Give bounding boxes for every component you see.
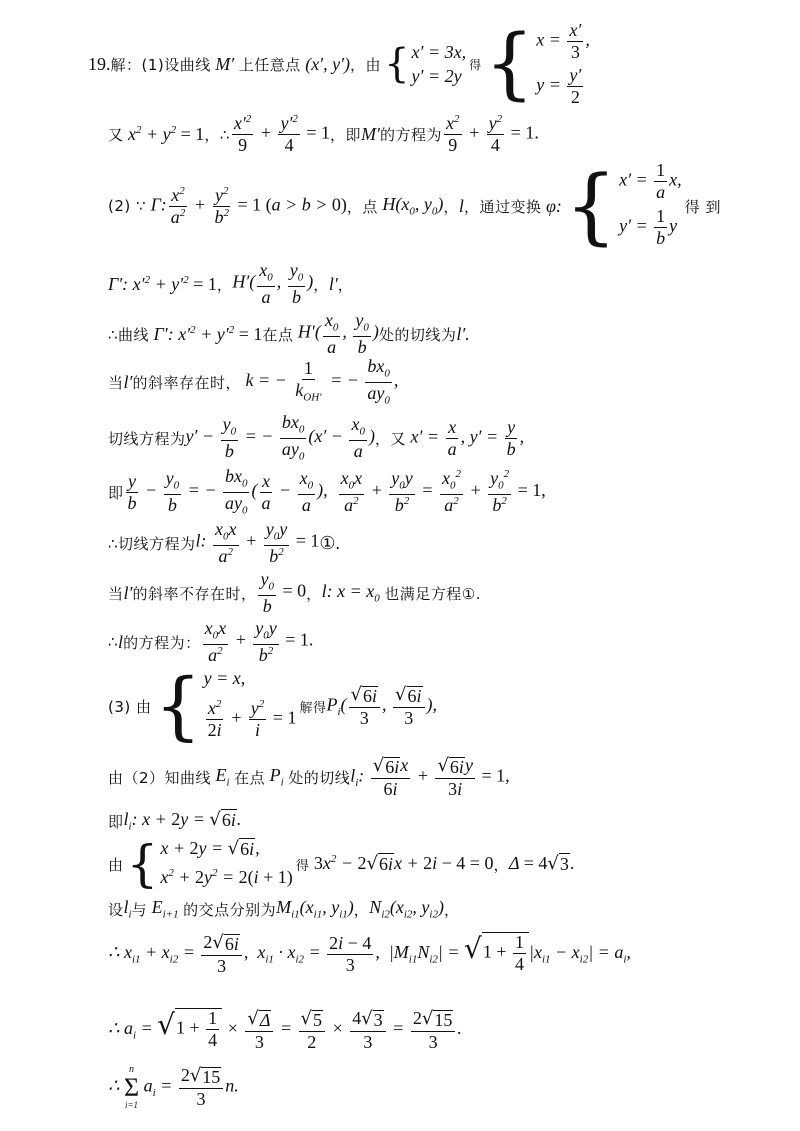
equation-system: { x′ = $\frac{1}{a}$ x, y′ = $\frac{1}{b}$ y	[564, 158, 682, 254]
line-tangent-li: 由（2）知曲线 $E_i$ 在点 $P_i$ 处的切线 $l_i$: √ 6i x 6i + √ 6i y 3i = 1,	[108, 754, 510, 799]
line-slope-exists: 当 l′ 的斜率存在时， k = − $\frac{1}{k_{OH'}}$ = − $\frac{bx_0}{ay_0}$ ,	[108, 356, 399, 407]
line-ai-value: ∴ $a_i$ = √ 1 + $\frac{1}{4}$ × √ Δ 3 = √ 5 2 × 4 √ 3 3 = 2 √ 15 3 .	[108, 1007, 462, 1052]
line-intersection-system: 由 { x + 2y = √ 6i , $x^2 + 2y^2 = 2(i + 1)$ 得 $3x^2 - 2$ √ 6i x + 2i − 4 = 0 ， Δ = 4 √ 3 .	[108, 835, 575, 893]
line-l-equation: ∴ l 的方程为： $\frac{x_0x}{a^2}$ + $\frac{y_0y}{b^2}$ = 1.	[108, 618, 314, 665]
line-part1-intro: 19. 解：(1)设曲线 M′ 上任意点 (x′, y′) ，由 { x′ = 3x, y′ = 2y 得 { x = $\frac{x'}{3}$ , y = $\frac{y'}{2}$	[88, 19, 590, 109]
line-slope-not-exists: 当 l′ 的斜率不存在时， $\frac{y_0}{b}$ = 0 ， l: $x = x_0$ 也满足方程①.	[108, 569, 481, 616]
line-sum-result: ∴ n Σ i=1 $a_i$ = 2 √ 15 3 n.	[108, 1063, 239, 1110]
equation-system: { y = x, $\frac{x^2}{2i}$ + $\frac{y^2}{i}$ = 1	[154, 663, 297, 749]
equation-system: { x′ = 3x, y′ = 2y	[384, 41, 467, 87]
line-simplify: 即 $\frac{y}{b}$ − $\frac{y_0}{b}$ = − $\frac{bx_0}{ay_0}$ ( $\frac{x}{a}$ − $\frac{x_0}{a}$ ), $\frac{x_0x}{a^2}$ + $\frac{y_0y}{b^2}$ = $\frac{x_0^2}{a^2}$ + $\frac{y_0^2}{b^2}$ = 1,	[108, 466, 546, 517]
equation-system: { x = $\frac{x'}{3}$ , y = $\frac{y'}{2}$	[484, 19, 590, 109]
problem-number: 19.	[88, 53, 111, 74]
line-li-simplified: 即 $l_i$: x + 2y = √ 6i .	[108, 809, 242, 833]
line-tangent-result: ∴切线方程为 l: $\frac{x_0x}{a^2}$ + $\frac{y_0y}{b^2}$ = 1 ① .	[108, 519, 340, 566]
line-part2-intro: (2) ∵ Γ: $\frac{x^2}{a^2}$ + $\frac{y^2}{b^2}$ = 1 (a > b > 0) ，点 $H(x_0$, $y_0$) ， l ， 通过变换 φ: { x′ = $\frac{1}{a}$ x, y′ = $\frac{1}{b}$ y 得 到	[108, 158, 721, 254]
line-curve-equation: 又 $x^2 + y^2 = 1$ ，∴ $\frac{x'^2}{9}$ + $\frac{y'^2}{4}$ = 1 ，即 M′ 的方程为 $\frac{x^2}{9}$ + $\frac{y^2}{4}$ = 1.	[108, 112, 539, 155]
line-tangent-equation: 切线方程为 y′ − $\frac{y_0}{b}$ = − $\frac{bx_0}{ay_0}$ (x′ − $\frac{x_0}{a}$ ) ，又 x′ = $\frac{x}{a}$ , y′ = $\frac{y}{b}$ ,	[108, 412, 525, 463]
line-part3-intro: (3) 由 { y = x, $\frac{x^2}{2i}$ + $\frac{y^2}{i}$ = 1 解得 $P_i$( √ 6i 3 , √ 6i 3 ),	[108, 663, 438, 749]
line-vieta: ∴ $x_{i1} + x_{i2}$ = 2 √ 6i 3 , $x_{i1} \cdot x_{i2}$ = $\frac{2i - 4}{3}$ , $|M_{i1}N_{i2}|$ = √ 1 + $\frac{1}{4}$ $|x_{i1} - x_{i2}| = a_i$,	[108, 931, 631, 976]
equation-system: { x + 2y = √ 6i , $x^2 + 2y^2 = 2(i + 1)$	[126, 835, 293, 893]
line-tangent-intro: ∴曲线 Γ′: $x'^2 + y'^2 = 1$ 在点 H′( $\frac{x_0}{a}$ , $\frac{y_0}{b}$ ) 处的切线为 l′.	[108, 310, 470, 357]
line-transformed: Γ′: $x'^2 + y'^2 = 1$ ， H′( $\frac{x_0}{a}$ , $\frac{y_0}{b}$ ) ， l′ ，	[108, 260, 354, 307]
line-intersection-points: 设 $l_i$ 与 $E_{i+1}$ 的交点分别为 $M_{i1}(x_{i1}$, $y_{i1}$) ， $N_{i2}(x_{i2}$, $y_{i2}$) ，	[108, 897, 460, 921]
